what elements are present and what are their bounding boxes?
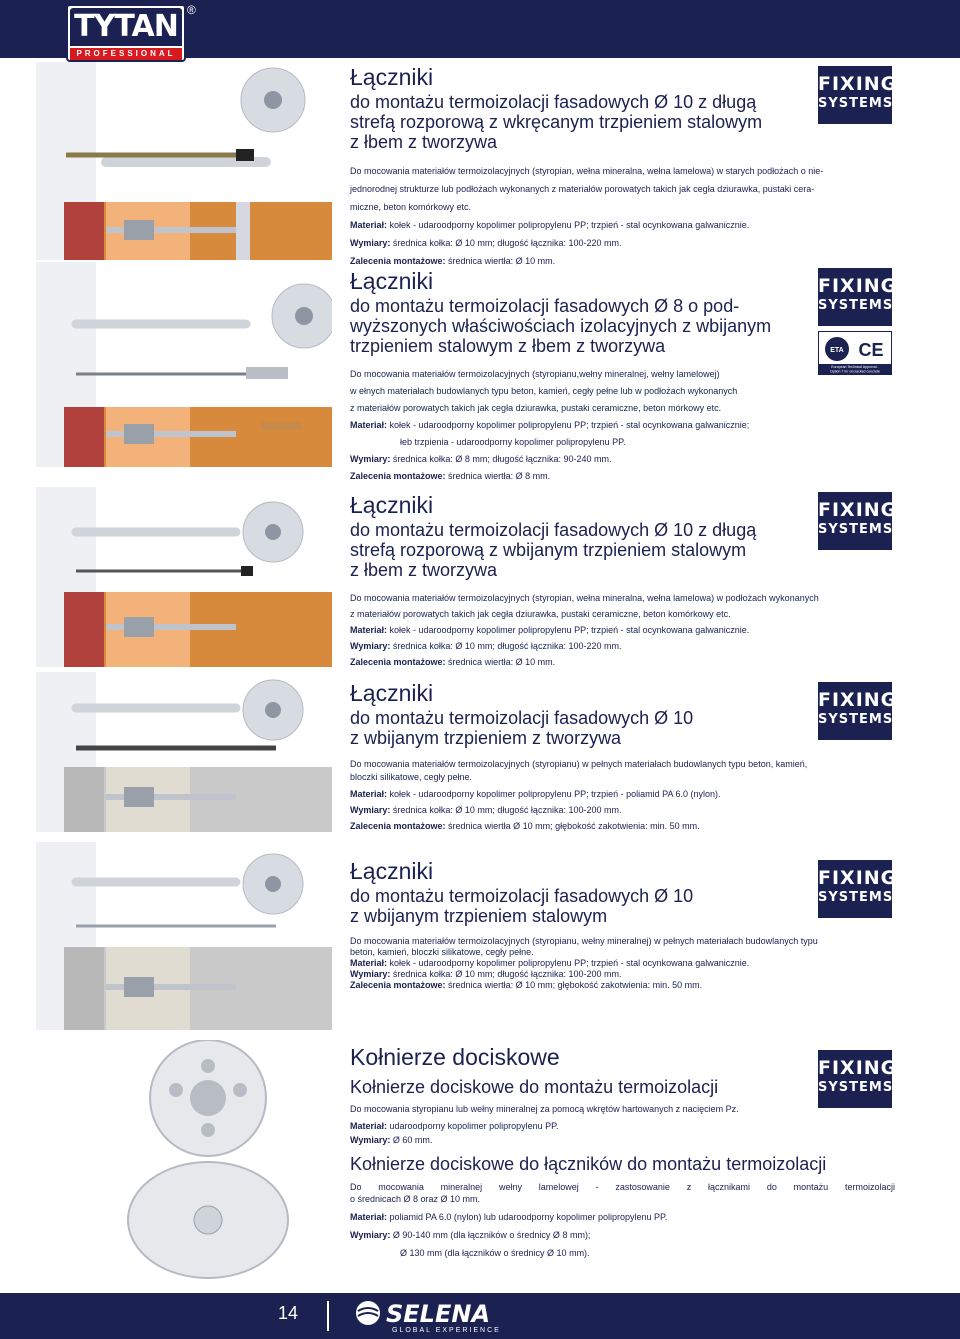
product-image-panel <box>36 672 332 832</box>
section-title: Łączniki <box>350 680 434 706</box>
section-text <box>350 64 895 270</box>
product-illustration <box>36 487 332 667</box>
section-body: Do mocowania materiałów termoizolacyjnych (styropianu,wełny mineralnej, wełny lamelowej) w ełnych materiałach budowlanych typu beton, kamień, cegły pełne lub w podłożach wykonanych z materiałów porowatych takich jak cegła dziurawka, pustaki ceramiczne, beton mórkowy etc. Materiał: kołek - udaroodporny kopolimer polipropylenu PP; trzpień - stal ocynkowana galwanicznie; łeb trzpienia - udaroodporny kopolimer polipropylenu PP. Wymiary: średnica kołka: Ø 8 mm; długość łącznika: 90-240 mm. Zalecenia montażowe: średnica wiertła: Ø 8 mm. <box>350 369 750 481</box>
product-image-panel <box>36 62 332 260</box>
section-text <box>350 492 895 670</box>
washers-body-1: Do mocowania styropianu lub wełny mineralnej za pomocą wkrętów hartowanych z nacięciem Pz. Materiał: udaroodporny kopolimer polipropylenu PP. Wymiary: Ø 60 mm. <box>350 1104 739 1145</box>
washers-subtitle-1: Kołnierze dociskowe do montażu termoizolacji <box>350 1077 719 1097</box>
fixing-systems-badge: FIXING SYSTEMS <box>818 860 892 918</box>
section-body: Do mocowania materiałów termoizolacyjnych (styropian, wełna mineralna, wełna lamelowa) w podłożach wykonanych z materiałów porowatych takich jak cegła dziurawka, pustaki ceramiczne, beton komórkowy etc. Materiał: kołek - udaroodporny kopolimer polipropylenu PP; trzpień - stal ocynkowana galwanicznie. Wymiary: średnica kołka: Ø 10 mm; długość łącznika: 100-220 mm. Zalecenia montażowe: średnica wiertła: Ø 10 mm. <box>350 593 819 667</box>
registered-mark: ® <box>187 3 196 17</box>
ce-mark: CE <box>858 340 884 360</box>
footer-divider <box>327 1301 329 1331</box>
section-title: Łączniki <box>350 64 434 90</box>
section-text <box>350 1044 895 1259</box>
fixing-systems-badge: FIXING SYSTEMS <box>818 492 892 550</box>
product-image-panel <box>36 842 332 1030</box>
fixing-systems-badge: FIXING SYSTEMS <box>818 682 892 740</box>
tytan-logo <box>66 4 186 62</box>
section-title: Łączniki <box>350 492 434 518</box>
selena-wordmark: SELENA <box>386 1300 491 1328</box>
section-subtitle: do montażu termoizolacji fasadowych Ø 8 o pod- wyższonych właściwościach izolacyjnych z wbijanym trzpieniem stalowym z łbem z tworzywa <box>350 296 772 356</box>
selena-logo <box>352 1297 512 1335</box>
section-title: Łączniki <box>350 858 434 884</box>
washers-subtitle-2: Kołnierze dociskowe do łączników do montażu termoizolacji <box>350 1154 827 1174</box>
certificate-marks <box>819 332 891 374</box>
eta-ce-certificate <box>818 331 892 375</box>
washer-illustration <box>66 1040 362 1280</box>
section-subtitle: do montażu termoizolacji fasadowych Ø 10 z wbijanym trzpieniem z tworzywa <box>350 708 694 748</box>
product-image-panel <box>36 262 332 467</box>
product-image-panel <box>36 487 332 667</box>
logo-subline: PROFESSIONAL <box>70 48 182 60</box>
fixing-systems-badge: FIXING SYSTEMS <box>818 66 892 124</box>
section-subtitle: do montażu termoizolacji fasadowych Ø 10 z długą strefą rozporową z wkręcanym trzpieniem stalowym z łbem z tworzywa <box>350 92 763 152</box>
section-body: Do mocowania materiałów termoizolacyjnych (styropianu) w pełnych materiałach budowlanych typu beton, kamień, bloczki silikatowe, cegły pełne. Materiał: kołek - udaroodporny kopolimer polipropylenu PP; trzpień - poliamid PA 6.0 (nylon). Wymiary: średnica kołka: Ø 10 mm; długość łącznika: 100-200 mm. Zalecenia montażowe: średnica wiertła Ø 10 mm; głębokość zakotwienia: min. 50 mm. <box>350 759 808 831</box>
product-illustration <box>36 842 332 1030</box>
selena-tagline: GLOBAL EXPERIENCE <box>392 1327 501 1334</box>
section-body: Do mocowania materiałów termoizolacyjnych (styropian, wełna mineralna, wełna lamelowa) w starych podłożach o nie- jednorodnej strukturze lub podłożach wykonanych z materiałów porowatych takich jak cegła dziurawka, pustaki cera- miczne, beton komórkowy etc. Materiał: kołek - udaroodporny kopolimer polipropylenu PP; trzpień - stal ocynkowana galwanicznie. Wymiary: średnica kołka: Ø 10 mm; długość łącznika: 100-220 mm. Zalecenia montażowe: średnica wiertła: Ø 10 mm. <box>350 166 824 266</box>
section-title: Łączniki <box>350 268 434 294</box>
footer-bar <box>0 1293 960 1339</box>
product-illustration <box>36 672 332 832</box>
fixing-systems-badge: FIXING SYSTEMS <box>818 268 892 326</box>
section-text <box>350 680 895 833</box>
cert-caption-1: European Technical Approval - <box>831 365 879 369</box>
fixing-systems-badge: FIXING SYSTEMS <box>818 1050 892 1108</box>
product-illustration <box>36 262 332 467</box>
section-body: Do mocowania materiałów termoizolacyjnych (styropianu, wełny mineralnej) w pełnych materiałach budowlanych typu beton, kamień, bloczki silikatowe, cegły pełne. Materiał: kołek - udaroodporny kopolimer polipropylenu PP; trzpień - stal ocynkowana galwanicznie. Wymiary: średnica kołka: Ø 10 mm; długość łącznika: 100-200 mm. Zalecenia montażowe: średnica wiertła: Ø 10 mm; głębokość zakotwienia: min. 50 mm. <box>350 936 818 990</box>
washers-body-2: Do mocowania mineralnej wełny lamelowej - zastosowanie z łącznikami do montażu termoizolacji o średnicach Ø 8 oraz Ø 10 mm. Materiał: poliamid PA 6.0 (nylon) lub udaroodporny kopolimer polipropylenu PP. Wymiary: Ø 90-140 mm (dla łączników o średnicy Ø 8 mm); Ø 130 mm (dla łączników o średnicy Ø 10 mm). <box>350 1182 895 1258</box>
cert-caption-2: Option 7 for uncracked concrete <box>830 369 880 374</box>
section-text <box>350 858 895 991</box>
section-subtitle: do montażu termoizolacji fasadowych Ø 10 z długą strefą rozporową z wbijanym trzpieniem stalowym z łbem z tworzywa <box>350 520 757 580</box>
page-number: 14 <box>278 1303 299 1323</box>
eta-mark: ETA <box>830 347 844 354</box>
section-text <box>350 268 895 485</box>
logo-wordmark: TYTAN <box>70 8 182 46</box>
section-subtitle: do montażu termoizolacji fasadowych Ø 10 z wbijanym trzpieniem stalowym <box>350 886 694 926</box>
product-illustration <box>36 62 332 260</box>
section-title: Kołnierze dociskowe <box>350 1044 560 1070</box>
